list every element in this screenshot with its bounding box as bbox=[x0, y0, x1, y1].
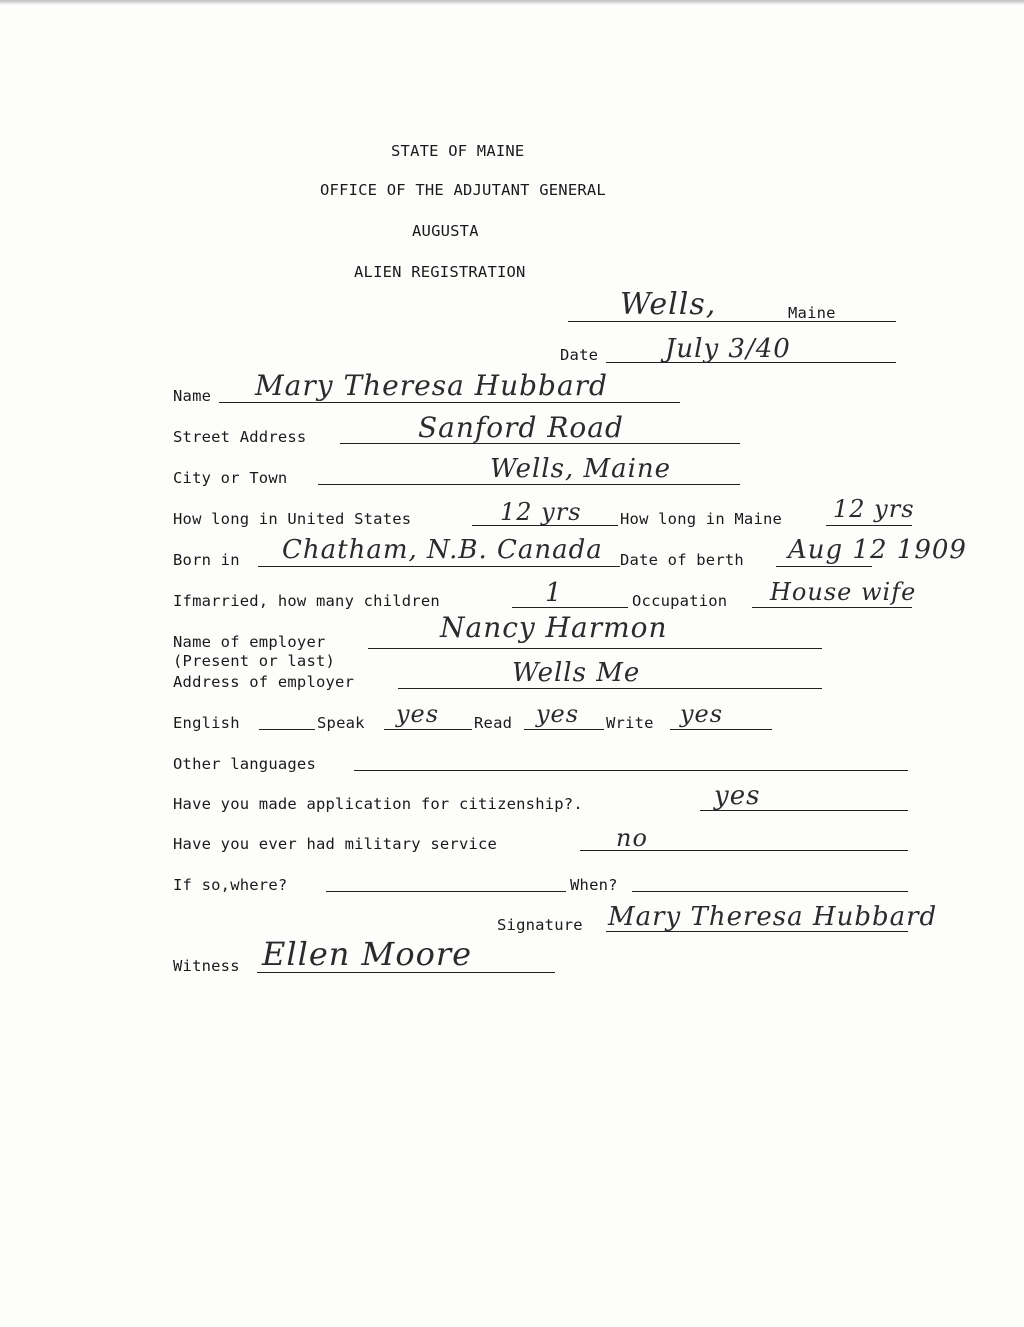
born-in-value: Chatham, N.B. Canada bbox=[282, 535, 603, 565]
city-town-label: City or Town bbox=[173, 469, 288, 487]
employer-line bbox=[368, 648, 822, 649]
maine-duration-line bbox=[826, 525, 912, 526]
witness-value: Ellen Moore bbox=[262, 935, 473, 973]
english-label: English bbox=[173, 714, 240, 732]
us-duration-value: 12 yrs bbox=[500, 498, 582, 526]
occupation-line bbox=[752, 607, 912, 608]
write-value: yes bbox=[680, 700, 724, 728]
citizenship-label: Have you made application for citizenship?. bbox=[173, 795, 583, 813]
citizenship-value: yes bbox=[714, 781, 761, 811]
employer-value: Nancy Harmon bbox=[440, 611, 668, 644]
speak-value: yes bbox=[396, 700, 440, 728]
scan-edge bbox=[0, 0, 1024, 5]
form-title: ALIEN REGISTRATION bbox=[354, 263, 526, 281]
name-line bbox=[219, 402, 680, 403]
military-label: Have you ever had military service bbox=[173, 835, 498, 853]
signature-value: Mary Theresa Hubbard bbox=[608, 902, 938, 932]
employer-sub-label: (Present or last) bbox=[173, 652, 336, 670]
employer-address-label: Address of employer bbox=[173, 673, 355, 691]
born-in-line bbox=[258, 566, 620, 567]
header-city: AUGUSTA bbox=[412, 222, 479, 240]
signature-label: Signature bbox=[497, 916, 583, 934]
birth-date-value: Aug 12 1909 bbox=[788, 535, 967, 565]
read-label: Read bbox=[474, 714, 513, 732]
place-line bbox=[568, 321, 896, 322]
english-line bbox=[259, 729, 315, 730]
speak-label: Speak bbox=[317, 714, 365, 732]
witness-label: Witness bbox=[173, 957, 240, 975]
military-when-label: When? bbox=[570, 876, 618, 894]
read-value: yes bbox=[536, 700, 580, 728]
birth-date-label: Date of berth bbox=[620, 551, 744, 569]
name-label: Name bbox=[173, 387, 212, 405]
employer-address-value: Wells Me bbox=[512, 658, 641, 688]
military-value: no bbox=[616, 824, 648, 852]
write-line bbox=[670, 729, 772, 730]
maine-duration-value: 12 yrs bbox=[833, 495, 915, 523]
place-town-value: Wells, bbox=[620, 287, 717, 322]
write-label: Write bbox=[606, 714, 654, 732]
read-line bbox=[524, 729, 604, 730]
birth-date-line bbox=[776, 566, 872, 567]
date-value: July 3/40 bbox=[665, 334, 791, 364]
maine-duration-label: How long in Maine bbox=[620, 510, 783, 528]
name-value: Mary Theresa Hubbard bbox=[255, 369, 608, 402]
military-when-line bbox=[632, 891, 908, 892]
city-town-value: Wells, Maine bbox=[490, 454, 672, 484]
street-label: Street Address bbox=[173, 428, 307, 446]
city-town-line bbox=[318, 484, 740, 485]
other-languages-label: Other languages bbox=[173, 755, 316, 773]
occupation-value: House wife bbox=[770, 578, 917, 606]
children-label: Ifmarried, how many children bbox=[173, 592, 440, 610]
place-state-label: Maine bbox=[788, 304, 836, 322]
date-label: Date bbox=[560, 346, 599, 364]
header-state: STATE OF MAINE bbox=[391, 142, 525, 160]
speak-line bbox=[384, 729, 472, 730]
us-duration-label: How long in United States bbox=[173, 510, 412, 528]
street-value: Sanford Road bbox=[418, 411, 624, 444]
occupation-label: Occupation bbox=[632, 592, 728, 610]
born-in-label: Born in bbox=[173, 551, 240, 569]
other-languages-line bbox=[354, 770, 908, 771]
military-where-label: If so,where? bbox=[173, 876, 288, 894]
header-office: OFFICE OF THE ADJUTANT GENERAL bbox=[320, 181, 606, 199]
military-where-line bbox=[326, 891, 566, 892]
children-value: 1 bbox=[545, 578, 563, 608]
employer-address-line bbox=[398, 688, 822, 689]
employer-label: Name of employer bbox=[173, 633, 326, 651]
children-line bbox=[512, 607, 628, 608]
